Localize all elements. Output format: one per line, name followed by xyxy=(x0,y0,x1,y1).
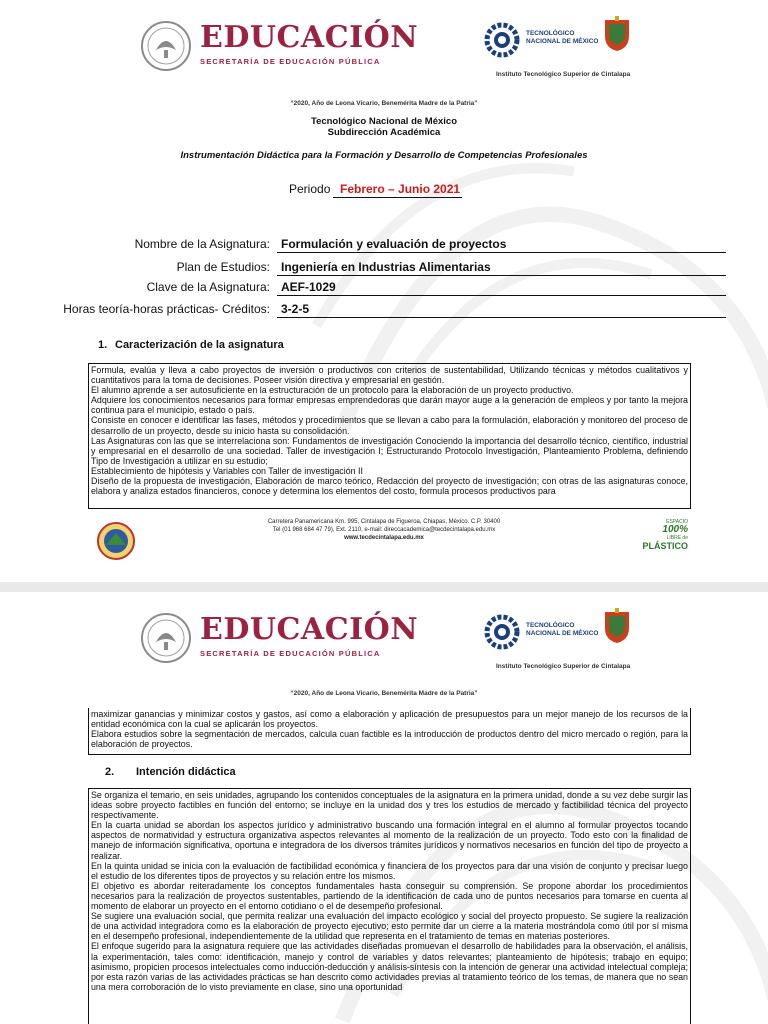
paragraph: En la cuarta unidad se abordan los aspectos jurídico y administrativo buscando una formación integral en el alumno al formular proyectos tocando aspectos de normatividad y estructura organizativa aspectos relevantes al momento de la realización de un proyecto. Todo esto con la finalidad de manejo de información significativa, oportuna e integradora de los diversos trámites jurídicos y normativos necesarios en función del tipo de proyecto a realizar. xyxy=(91,820,688,861)
plastic-badge-line-3: LIBRE de xyxy=(666,535,688,541)
footer-url: www.tecdecintalapa.edu.mx xyxy=(344,535,424,541)
field-value: Formulación y evaluación de proyectos xyxy=(277,237,726,253)
institute-name: Instituto Tecnológico Superior de Cintalapa xyxy=(496,663,631,670)
footer-contact-line: Tel (01 968 684 47 79), Ext. 2110, e-mail: direccacademica@tecdecintalapa.edu.mx xyxy=(272,527,496,533)
section-title: Intención didáctica xyxy=(136,766,236,778)
plastic-badge-line-1: ESPACIO xyxy=(666,519,688,525)
paragraph: Se organiza el temario, en seis unidades, agrupando los contenidos conceptuales de la asignatura en la primera unidad, donde a su vez debe surgir las ideas sobre proyecto factibles en función del entorno; se incluye en la unidad dos y tres los estudios de mercado y factibilidad técnica del proyecto respectivamente. xyxy=(91,790,688,821)
brand-subtitle: SECRETARÍA DE EDUCACIÓN PÚBLICA xyxy=(200,649,381,658)
tecnm-name-line-1: TECNOLÓGICO xyxy=(526,622,575,629)
paragraph: Formula, evalúa y lleva a cabo proyectos de inversión o productivos con criterios de sustentabilidad, Utilizando técnicas y métodos cualitativos y cuantitativos para la toma de decisiones. Poseer visión directiva y empresarial en gestión. xyxy=(91,365,688,386)
field-row-key xyxy=(0,280,768,298)
tecnm-name-line-2: NACIONAL DE MÉXICO xyxy=(526,630,599,637)
heading-line-2: Subdirección Académica xyxy=(327,127,441,138)
chiapas-shield-icon xyxy=(603,608,631,644)
paragraph: Diseño de la propuesta de investigación, Elaboración de marco teórico, Redacción del proyecto de investigación; con otras de las asignaturas conoce, elabora y analiza estados financieros, conoce y determina los elementos del costo, formula procesos productivos para xyxy=(91,476,688,497)
page-header xyxy=(0,592,768,692)
paragraph: Adquiere los conocimientos necesarios para formar empresas emprendedoras que darán mayor auge a la generación de empleos y por tanto la mejora continua para el municipio, estado o país. xyxy=(91,395,688,416)
paragraph: Se sugiere una evaluación social, que permita realizar una evaluación del impacto ecológico y social del proyecto propuesto. Se sugiere la realización de una actividad integradora como es la elaboración de proyecto ejecutivo; esto permite dar un cierre a la materia mostrándola como útil por sí misma en el desempeño profesional, independientemente de la utilidad que representa en el tratamiento de temas en materias posteriores. xyxy=(91,911,688,942)
section-number: 1. xyxy=(98,339,108,351)
periodo-value: Febrero – Junio 2021 xyxy=(333,182,462,198)
field-row-plan xyxy=(0,260,768,278)
footer-address-line: Carretera Panamericana Km. 995, Cintalapa de Figueroa, Chiapas, México. C.P. 30400 xyxy=(267,519,501,525)
field-label: Clave de la Asignatura: xyxy=(146,280,270,294)
motto: “2020, Año de Leona Vicario, Benemérita Madre de la Patria” xyxy=(290,690,478,697)
paragraph: Las Asignaturas con las que se interrelaciona son: Fundamentos de investigación Conociendo la importancia del desarrollo técnico, científico, industrial y empresarial en el desarrollo de una sociedad. Taller de investigación I; Estructurando Protocolo Investigación, Planteamiento Problema, definiendo Tipo de Investigación a utilizar en su estudio; xyxy=(91,435,688,466)
institute-name: Instituto Tecnológico Superior de Cintalapa xyxy=(496,71,631,78)
paragraph: maximizar ganancias y minimizar costos y gastos, así como a elaboración y aplicación de presupuestos para un mejor manejo de los recursos de la entidad económica con la cual se aplicarán los proyectos. xyxy=(91,709,688,730)
section-2-text-box xyxy=(88,788,691,1024)
field-row-hours xyxy=(0,302,768,320)
paragraph: El alumno aprende a ser autosuficiente en la estructuración de un protocolo para la elaboración de un proyecto productivo. xyxy=(91,385,574,396)
tecnm-name-line-1: TECNOLÓGICO xyxy=(526,30,575,37)
document-page-2 xyxy=(0,592,768,1024)
section-1-text-box xyxy=(88,363,691,509)
tecnm-name-line-2: NACIONAL DE MÉXICO xyxy=(526,38,599,45)
periodo-label: Periodo xyxy=(289,182,331,196)
paragraph: Consiste en conocer e identificar las fases, métodos y procedimientos que se llevan a cabo para la formulación, elaboración y monitoreo del proceso de desarrollo de un proyecto, desde su inicio hasta su consolidación. xyxy=(91,415,688,436)
paragraph: El enfoque sugerido para la asignatura requiere que las actividades diseñadas promuevan el desarrollo de habilidades para la observación, el análisis, la experimentación, tales como: identificación, manejo y control de variables y datos relevantes; planteamiento de hipótesis; trabajo en equipo; asimismo, propicien procesos intelectuales como inducción-deducción y análisis-síntesis con la intención de generar una actividad intelectual compleja; por esta razón varias de las actividades prácticas se han descrito como actividades previas al tratamiento teórico de los temas, de manera que no sean una mera corroboración de lo visto previamente en clase, sino una oportunidad xyxy=(91,941,688,992)
tecnm-name xyxy=(526,622,606,638)
plastic-badge-line-4: PLÁSTICO xyxy=(642,541,688,551)
tecnm-gear-logo-icon xyxy=(484,20,520,60)
brand-title: EDUCACIÓN xyxy=(200,612,419,647)
section-2-heading xyxy=(105,766,236,778)
section-1-heading xyxy=(98,339,284,351)
paragraph: Establecimiento de hipótesis y Variables con Taller de investigación II xyxy=(91,465,363,476)
paragraph: El objetivo es abordar reiteradamente los conceptos fundamentales hasta conseguir su comprensión. Se propone abordar los procedimientos necesarios para la realización de proyectos sustentables, partiendo de la identificación de cada uno de puntos necesarios para tomarse en cuenta al momento de elaborar un proyecto en el entorno cotidiano o el de desempeño profesional. xyxy=(91,880,688,912)
field-value: Ingeniería en Industrias Alimentarias xyxy=(277,260,726,276)
paragraph: Elabora estudios sobre la segmentación de mercados, calcula cuan factible es la introducción de productos dentro del micro mercado o región, para la elaboración de proyectos. xyxy=(91,729,688,750)
motto: “2020, Año de Leona Vicario, Benemérita Madre de la Patria” xyxy=(290,100,478,107)
field-value: AEF-1029 xyxy=(277,280,726,296)
brand-title: EDUCACIÓN xyxy=(200,20,419,55)
section-number: 2. xyxy=(105,766,115,778)
tecnm-name xyxy=(526,30,606,46)
field-label: Plan de Estudios: xyxy=(176,260,270,274)
section-1-continuation-box xyxy=(88,708,691,755)
mexico-coat-of-arms-icon xyxy=(140,20,192,72)
heading-line-1: Tecnológico Nacional de México xyxy=(310,116,458,127)
plastic-free-badge xyxy=(636,518,688,558)
paragraph: En la quinta unidad se inicia con la evaluación de factibilidad económica y financiera de los proyectos para dar una visión de conjunto y precisar luego el estudio de los diferentes tipos de proyectos y su relación entre los mismos. xyxy=(91,860,688,881)
field-label: Nombre de la Asignatura: xyxy=(134,237,270,251)
mexico-coat-of-arms-icon xyxy=(140,612,192,664)
plastic-badge-line-2: 100% xyxy=(662,524,688,535)
chiapas-shield-icon xyxy=(603,16,631,52)
document-heading xyxy=(0,116,768,138)
tecnm-gear-logo-icon xyxy=(484,612,520,652)
field-value: 3-2-5 xyxy=(277,302,726,318)
page-gap xyxy=(0,582,768,592)
brand-subtitle: SECRETARÍA DE EDUCACIÓN PÚBLICA xyxy=(200,57,381,66)
field-label: Horas teoría-horas prácticas- Créditos: xyxy=(63,302,270,316)
section-title: Caracterización de la asignatura xyxy=(115,339,284,351)
document-subheading: Instrumentación Didáctica para la Formación y Desarrollo de Competencias Profesionales xyxy=(180,150,588,161)
page-header xyxy=(0,0,768,100)
field-row-subject xyxy=(0,237,768,255)
